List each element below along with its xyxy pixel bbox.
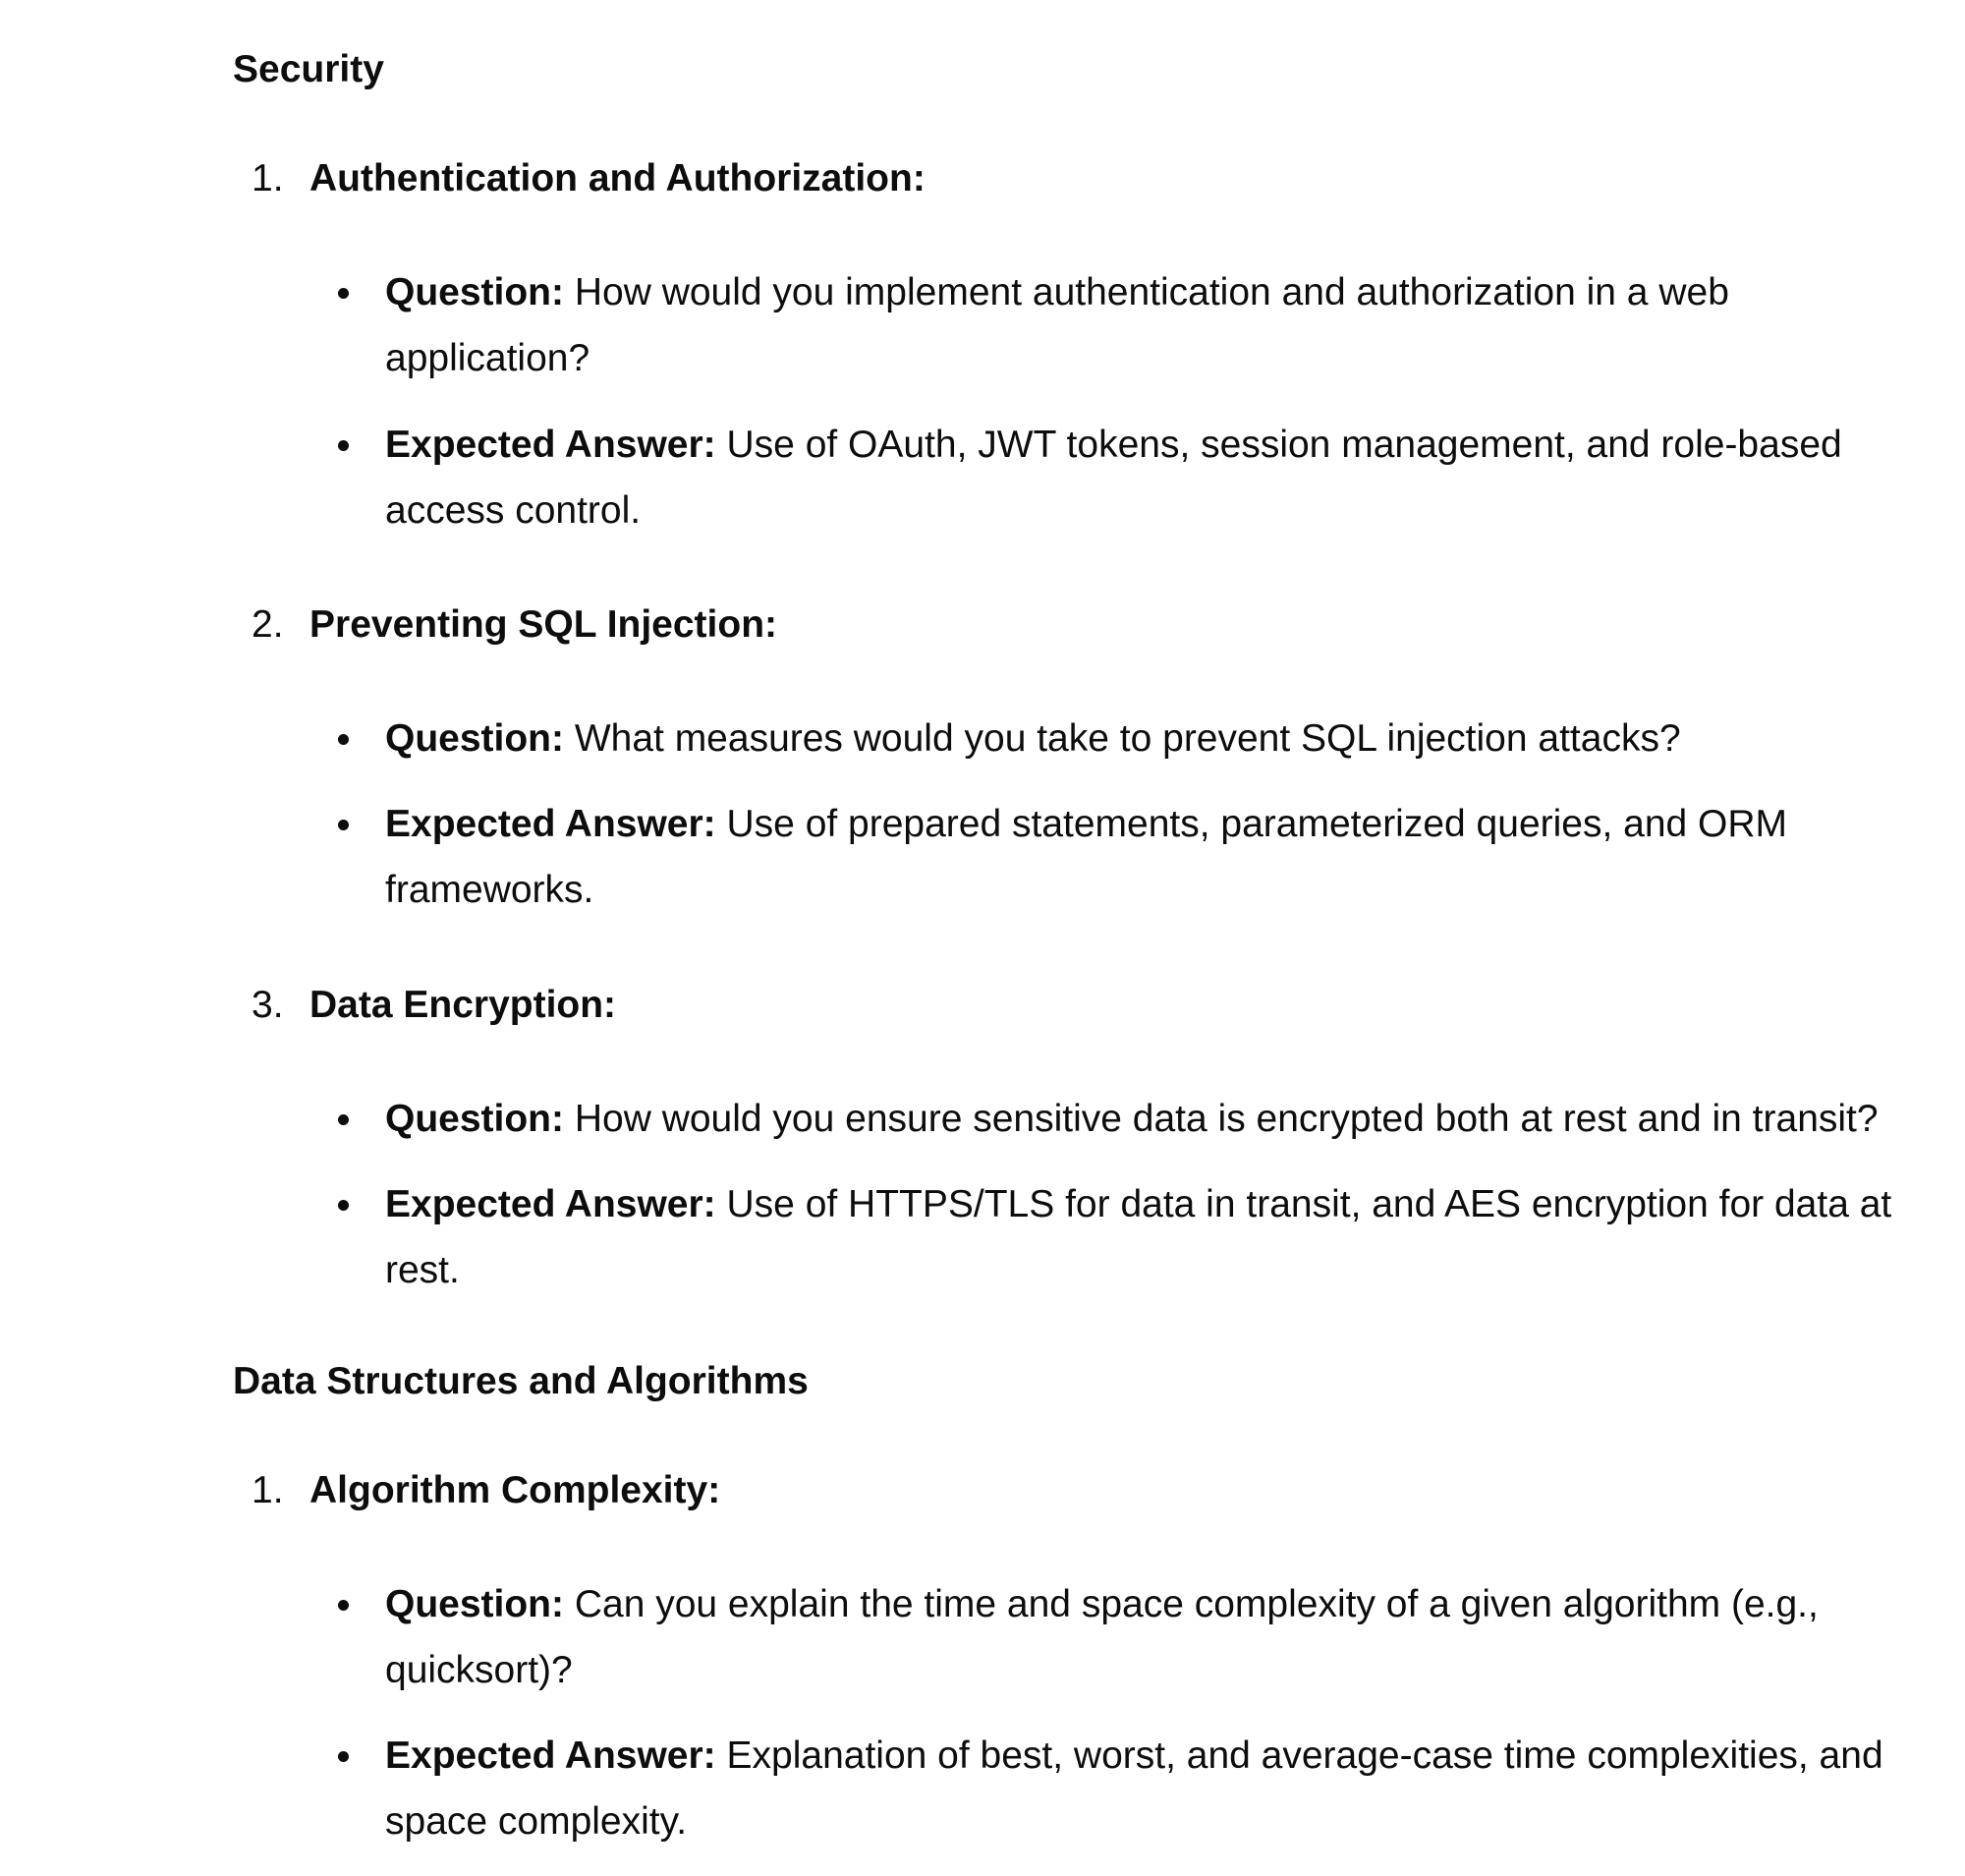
item-number: 1. xyxy=(252,157,284,199)
bullet-question: Question: How would you ensure sensitive data is encrypted both at rest and in transit? xyxy=(385,1098,1879,1140)
item-title-authentication: Authentication and Authorization: xyxy=(309,157,926,199)
bullet-icon xyxy=(338,1600,349,1611)
item-title-data-encryption: Data Encryption: xyxy=(309,984,617,1026)
bullet-icon xyxy=(338,1200,349,1211)
bullet-icon xyxy=(338,734,349,745)
bullet-question: Question: Can you explain the time and space complexity of a given algorithm (e.g., quicksort)? xyxy=(385,1583,1819,1691)
bullet-expected-answer: Expected Answer: Explanation of best, worst, and average-case time complexities, and space complexity. xyxy=(385,1734,1883,1843)
section-title-data-structures: Data Structures and Algorithms xyxy=(233,1360,809,1402)
bullet-icon xyxy=(338,820,349,830)
bullet-icon xyxy=(338,440,349,451)
item-number: 3. xyxy=(252,984,284,1026)
bullet-expected-answer: Expected Answer: Use of HTTPS/TLS for data in transit, and AES encryption for data at rest. xyxy=(385,1183,1892,1291)
section-title-security: Security xyxy=(233,48,384,90)
bullet-icon xyxy=(338,1751,349,1762)
bullet-question: Question: How would you implement authentication and authorization in a web application? xyxy=(385,271,1729,379)
bullet-question: Question: What measures would you take to prevent SQL injection attacks? xyxy=(385,717,1681,760)
bullet-expected-answer: Expected Answer: Use of prepared statements, parameterized queries, and ORM frameworks. xyxy=(385,803,1788,911)
item-number: 2. xyxy=(252,603,284,646)
item-title-sql-injection: Preventing SQL Injection: xyxy=(309,603,778,646)
bullet-icon xyxy=(338,288,349,299)
bullet-expected-answer: Expected Answer: Use of OAuth, JWT tokens, session management, and role-based access control. xyxy=(385,424,1842,532)
item-number: 1. xyxy=(252,1469,284,1511)
item-title-algorithm-complexity: Algorithm Complexity: xyxy=(309,1469,721,1511)
bullet-icon xyxy=(338,1114,349,1125)
